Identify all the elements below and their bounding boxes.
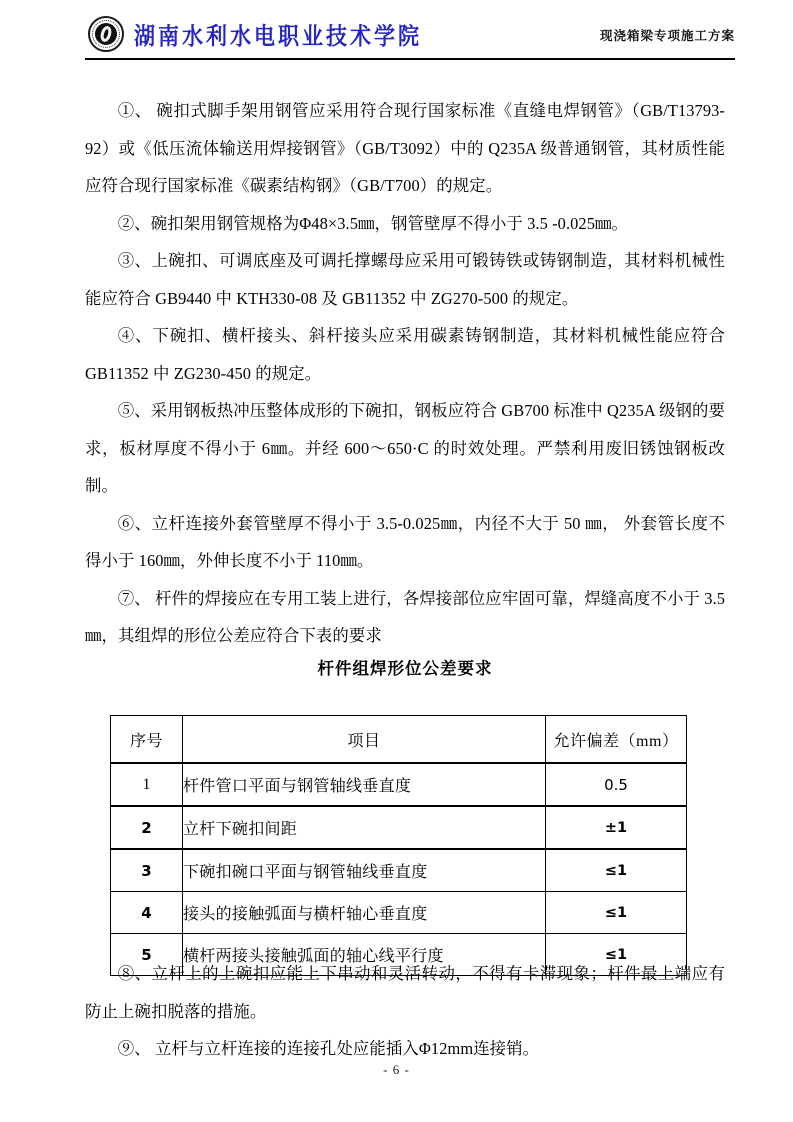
table-row: [111, 892, 687, 934]
tolerance-table: [110, 715, 686, 976]
row-tolerance: ±1: [546, 806, 687, 849]
row-number: 3: [111, 849, 183, 892]
table-row: [111, 806, 687, 849]
paragraph-4: ④、下碗扣、横杆接头、斜杆接头应采用碳素铸钢制造，其材料机械性能应符合 GB11352 中 ZG230-450 的规定。: [85, 326, 725, 383]
row-tolerance: ≤1: [546, 849, 687, 892]
column-header-tolerance: 允许偏差（mm）: [546, 716, 687, 764]
document-body: [85, 92, 725, 655]
row-item: 立杆下碗扣间距: [183, 806, 546, 849]
page-header: [85, 12, 735, 58]
paragraph-8: ⑧、立杆上的上碗扣应能上下串动和灵活转动，不得有卡滞现象；杆件最上端应有防止上碗扣脱落的措施。: [85, 964, 725, 1021]
paragraph-7: ⑦、 杆件的焊接应在专用工装上进行，各焊接部位应牢固可靠，焊缝高度不小于 3.5㎜，其组焊的形位公差应符合下表的要求: [85, 588, 725, 645]
document-title: 现浇箱梁专项施工方案: [599, 28, 735, 43]
table-row: [111, 849, 687, 892]
page-footer: - 6 -: [383, 1062, 410, 1077]
institution-name: 湖南水利水电职业技术学院: [134, 21, 422, 49]
column-header-no: 序号: [111, 716, 183, 764]
row-tolerance: ≤1: [546, 892, 687, 934]
table-caption: 杆件组焊形位公差要求: [317, 659, 493, 678]
row-number: 1: [111, 763, 183, 806]
document-body-continued: [85, 955, 725, 1068]
row-tolerance: ≤1: [546, 934, 687, 976]
column-header-item: 项目: [183, 716, 546, 764]
paragraph-3: ③、上碗扣、可调底座及可调托撑螺母应采用可锻铸铁或铸钢制造，其材料机械性能应符合 GB9440 中 KTH330-08 及 GB11352 中 ZG270-500 的规定。: [85, 251, 725, 308]
paragraph-5: ⑤、采用钢板热冲压整体成形的下碗扣，钢板应符合 GB700 标准中 Q235A 级钢的要求，板材厚度不得小于 6㎜。并经 600～650·C 的时效处理。严禁利用废旧锈蚀钢板改制。: [85, 401, 726, 495]
row-tolerance: 0.5: [546, 763, 687, 806]
paragraph-1: ①、 碗扣式脚手架用钢管应采用符合现行国家标准《直缝电焊钢管》（GB/T13793-92）或《低压流体输送用焊接钢管》（GB/T3092）中的 Q235A 级普通钢管，其材质性能应符合现行国家标准《碳素结构钢》（GB/T700）的规定。: [85, 101, 725, 195]
row-item: 下碗扣碗口平面与钢管轴线垂直度: [183, 849, 546, 892]
header-divider: [85, 58, 735, 60]
table-row: [111, 763, 687, 806]
paragraph-2: ②、碗扣架用钢管规格为Φ48×3.5㎜，钢管壁厚不得小于 3.5 -0.025㎜。: [117, 213, 629, 233]
table-header-row: [111, 716, 687, 764]
row-item: 横杆两接头接触弧面的轴心线平行度: [183, 934, 546, 976]
row-item: 接头的接触弧面与横杆轴心垂直度: [183, 892, 546, 934]
row-number: 5: [111, 934, 183, 976]
paragraph-9: ⑨、 立杆与立杆连接的连接孔处应能插入Φ12mm连接销。: [117, 1039, 540, 1058]
row-number: 2: [111, 806, 183, 849]
row-number: 4: [111, 892, 183, 934]
row-item: 杆件管口平面与钢管轴线垂直度: [183, 763, 546, 806]
circular-seal-icon: [87, 15, 127, 55]
paragraph-6: ⑥、立杆连接外套管壁厚不得小于 3.5-0.025㎜，内径不大于 50 ㎜， 外套管长度不得小于 160㎜，外伸长度不小于 110㎜。: [85, 513, 725, 570]
